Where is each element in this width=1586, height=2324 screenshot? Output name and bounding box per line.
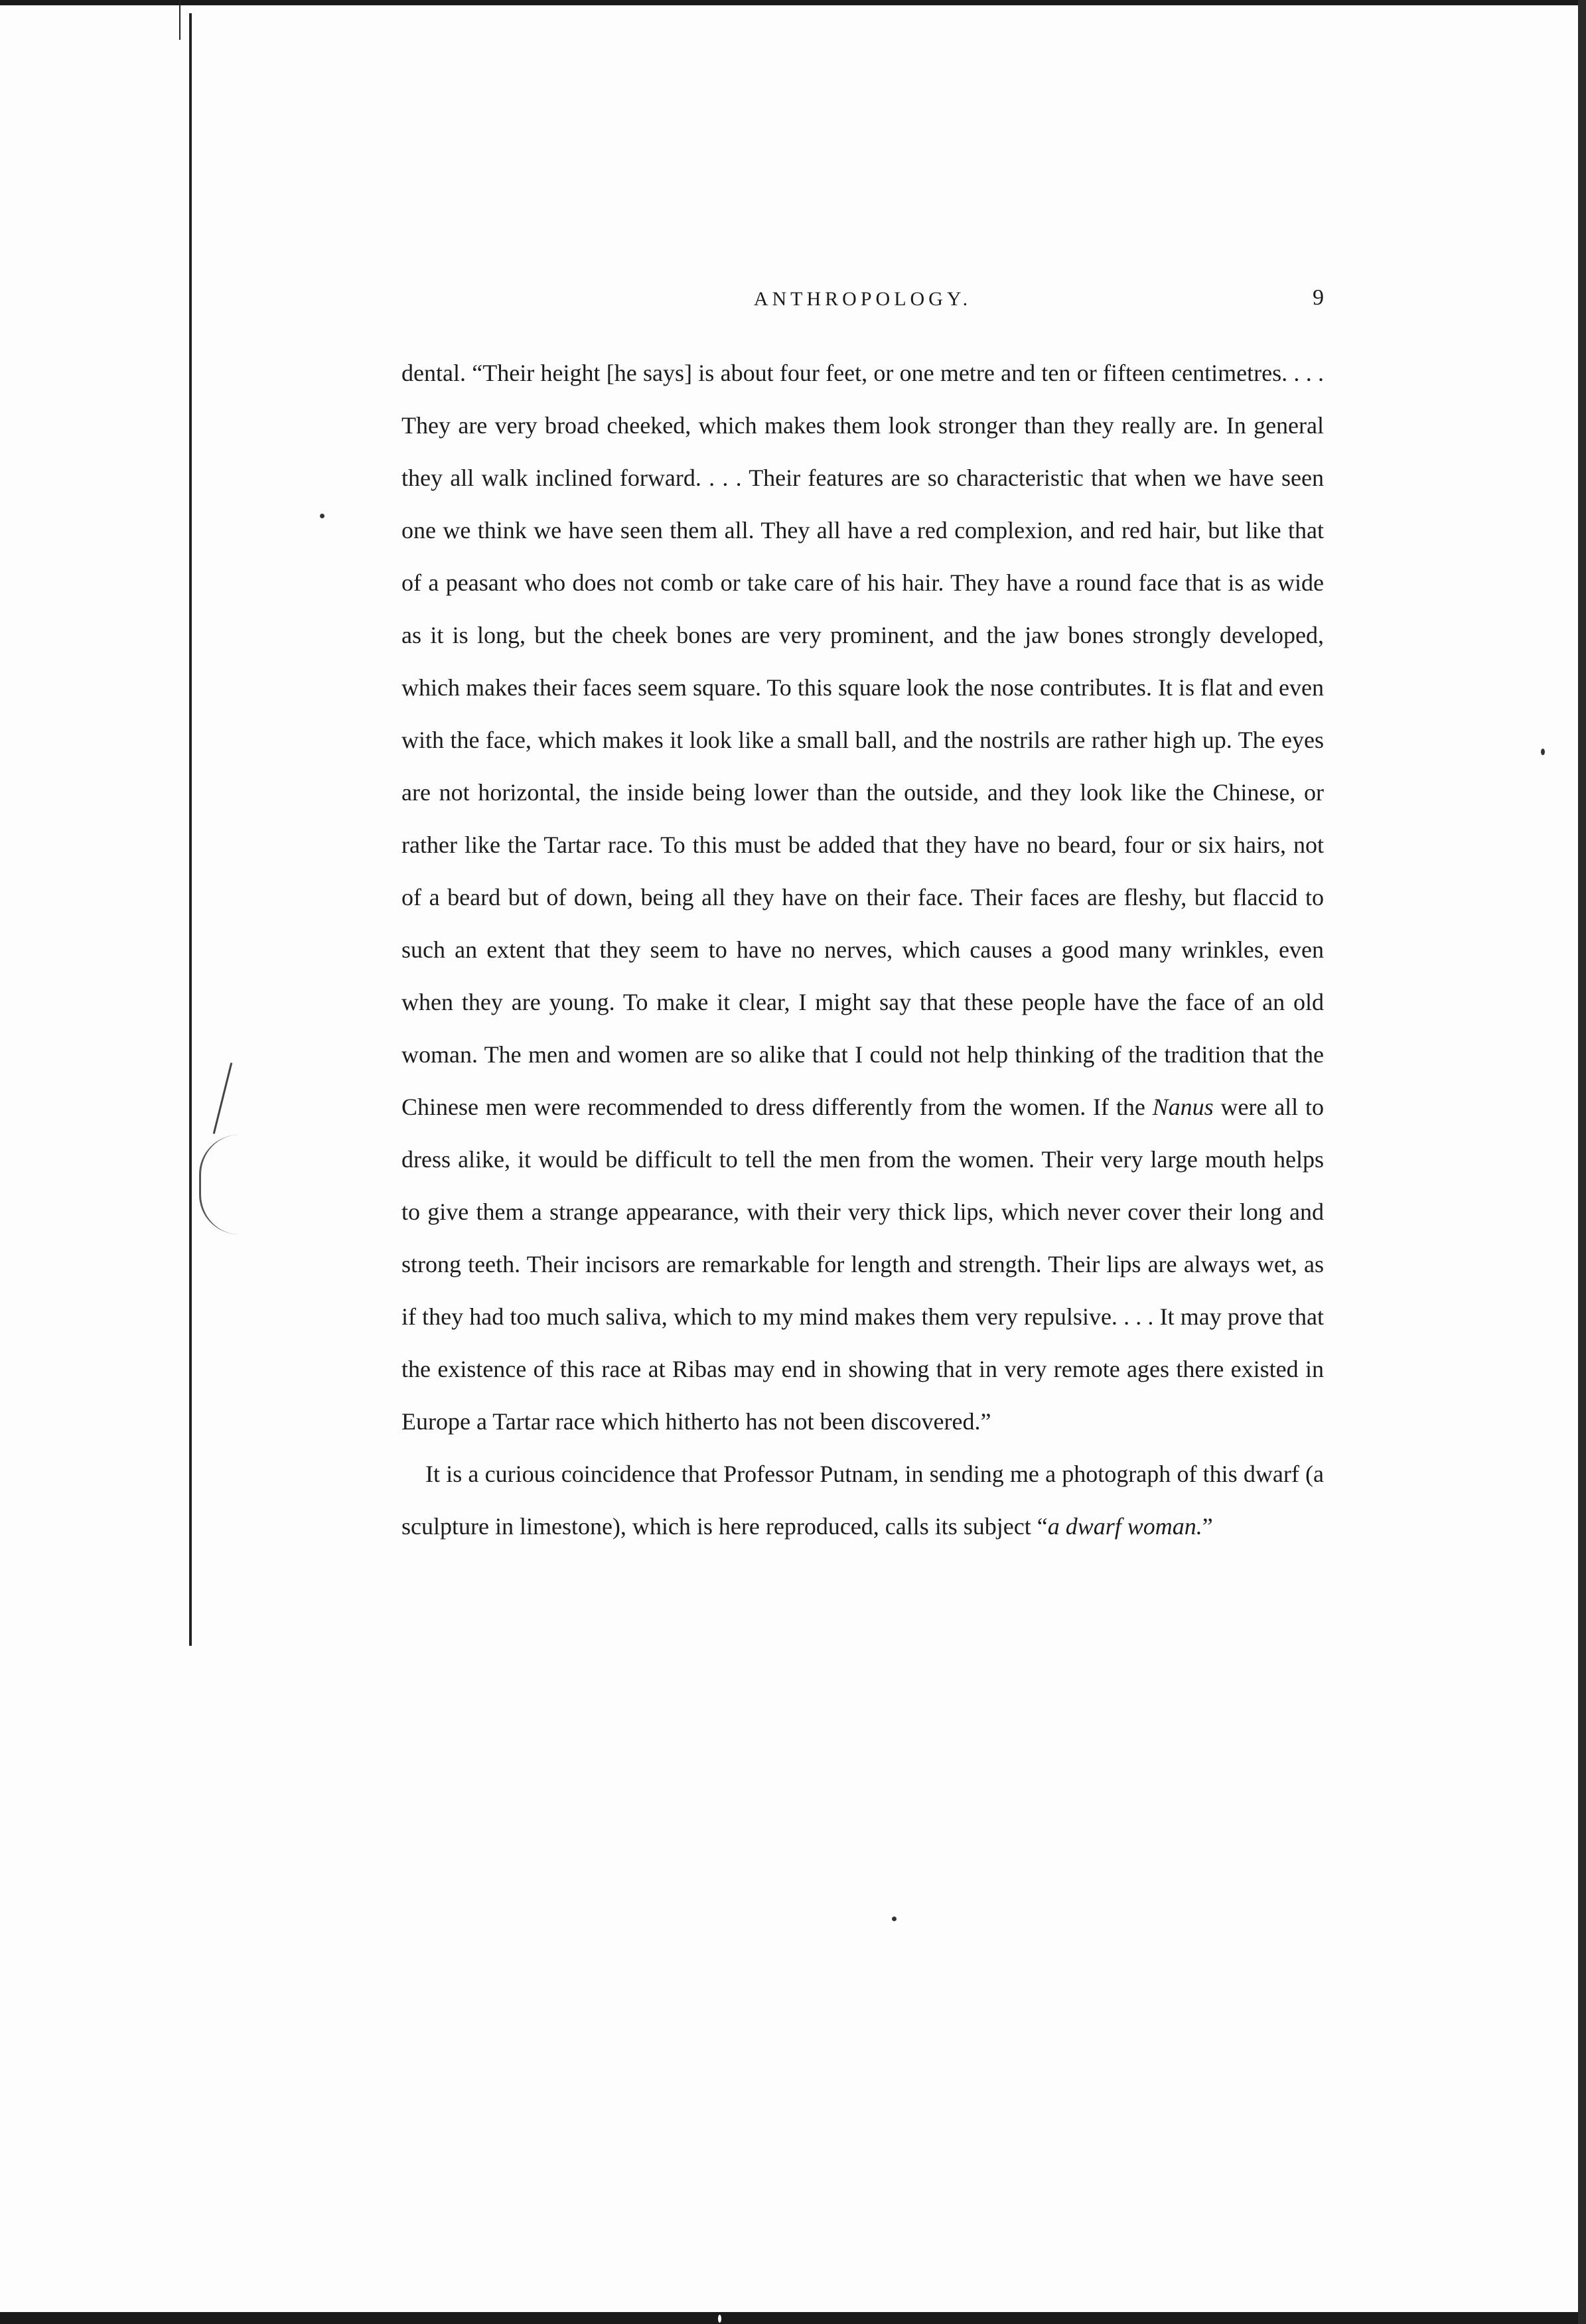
- running-head: ANTHROPOLOGY.: [753, 288, 972, 310]
- scan-speck: [320, 514, 324, 518]
- paragraph-quote-text-a: dental. “Their height [he says] is about four feet, or one metre and ten or fifteen centimetres. . . . They are very broad cheeked, which makes them look stronger than they really are. In general they all walk inclined forward. . . . Their features are so characteristic that when we have seen one we think we have seen them all. They all have a red complexion, and red hair, but like that of a peasant who does not comb or take care of his hair. They have a round face that is as wide as it is long, but the cheek bones are very prominent, and the jaw bones strongly developed, which makes their faces seem square. To this square look the nose contributes. It is flat and even with the face, which makes it look like a small ball, and the nostrils are rather high up. The eyes are not horizontal, the inside being lower than the outside, and they look like the Chinese, or rather like the Tartar race. To this must be added that they have no beard, four or six hairs, not of a beard but of down, being all they have on their face. Their faces are fleshy, but flaccid to such an extent that they seem to have no nerves, which causes a good many wrinkles, even when they are young. To make it clear, I might say that these people have the face of an old woman. The men and women are so alike that I could not help thinking of the tradition that the Chinese men were recommended to dress differently from the women. If the: [401, 360, 1324, 1120]
- scan-edge-bottom: [0, 2312, 1586, 2324]
- paragraph-quote-italic: Nanus: [1152, 1094, 1214, 1120]
- paragraph-coincidence-italic: a dwarf woman.: [1047, 1513, 1202, 1540]
- paragraph-quote: [401, 347, 1324, 1448]
- binding-bracket-mark: [199, 1135, 241, 1234]
- page-number: 9: [1313, 285, 1324, 310]
- scan-speck: [1541, 749, 1545, 755]
- scan-edge-right: [1578, 0, 1586, 2324]
- paragraph-coincidence: [401, 1448, 1324, 1553]
- paragraph-quote-text-b: were all to dress alike, it would be difficult to tell the men from the women. Their very large mouth helps to give them a strange appearance, with their very thick lips, which never cover their long and strong teeth. Their incisors are remarkable for length and strength. Their lips are always wet, as if they had too much saliva, which to my mind makes them very repulsive. . . . It may prove that the existence of this race at Ribas may end in showing that in very remote ages there existed in Europe a Tartar race which hitherto has not been discovered.”: [401, 1094, 1324, 1435]
- scan-speck: [892, 1917, 897, 1921]
- paragraph-coincidence-text-b: ”: [1202, 1513, 1213, 1540]
- binding-tick-mark: [213, 1062, 233, 1133]
- binding-mark-top: [179, 0, 180, 40]
- paragraph-coincidence-text-a: It is a curious coincidence that Professor Putnam, in sending me a photograph of this dwarf (a sculpture in limestone), which is here reproduced, calls its subject “: [401, 1461, 1324, 1540]
- scan-speck: [718, 2315, 721, 2323]
- body-text: [401, 347, 1324, 1553]
- page-header: [401, 285, 1324, 321]
- binding-line: [189, 13, 192, 1646]
- scan-edge-top: [0, 0, 1586, 5]
